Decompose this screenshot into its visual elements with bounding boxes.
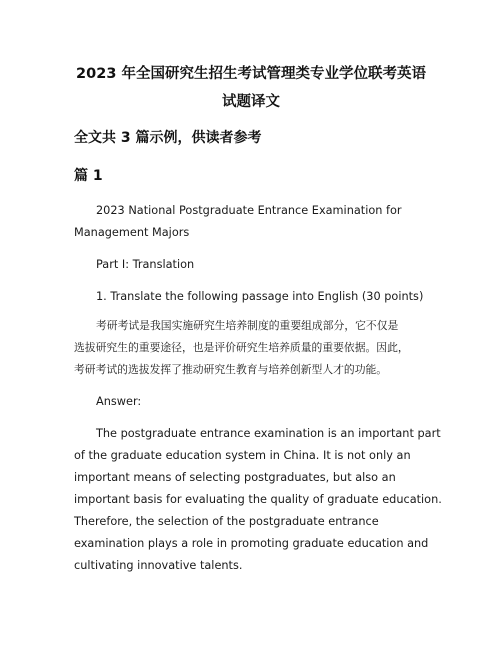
document-title-line-2: 试题译文 xyxy=(222,94,280,110)
intro-line-1: 2023 National Postgraduate Entrance Examination for xyxy=(96,204,402,217)
answer-label: Answer: xyxy=(96,395,142,408)
chinese-passage-line-3: 考研考试的选拔发挥了推动研究生教育与培养创新型人才的功能。 xyxy=(74,363,388,376)
chinese-passage-line-2: 选拔研究生的重要途径，也是评价研究生培养质量的重要依据。因此， xyxy=(74,341,409,354)
question-text: 1. Translate the following passage into English (30 points) xyxy=(96,290,424,303)
answer-line-4: important basis for evaluating the quality of graduate education. xyxy=(74,493,442,506)
answer-line-5: Therefore, the selection of the postgraduate entrance xyxy=(74,515,379,528)
answer-line-6: examination plays a role in promoting graduate education and xyxy=(74,537,429,550)
part-heading: Part I: Translation xyxy=(96,258,195,271)
section-heading: 篇 1 xyxy=(74,168,103,184)
answer-line-2: of the graduate education system in China. It is not only an xyxy=(74,449,411,462)
answer-line-1: The postgraduate entrance examination is an important part xyxy=(96,427,441,440)
document-title-line-1: 2023 年全国研究生招生考试管理类专业学位联考英语 xyxy=(76,66,426,82)
answer-line-3: important means of selecting postgraduates, but also an xyxy=(74,471,396,484)
chinese-passage-line-1: 考研考试是我国实施研究生培养制度的重要组成部分，它不仅是 xyxy=(96,319,399,332)
intro-line-2: Management Majors xyxy=(74,226,190,239)
answer-line-7: cultivating innovative talents. xyxy=(74,559,243,572)
document-subtitle: 全文共 3 篇示例，供读者参考 xyxy=(74,130,262,146)
